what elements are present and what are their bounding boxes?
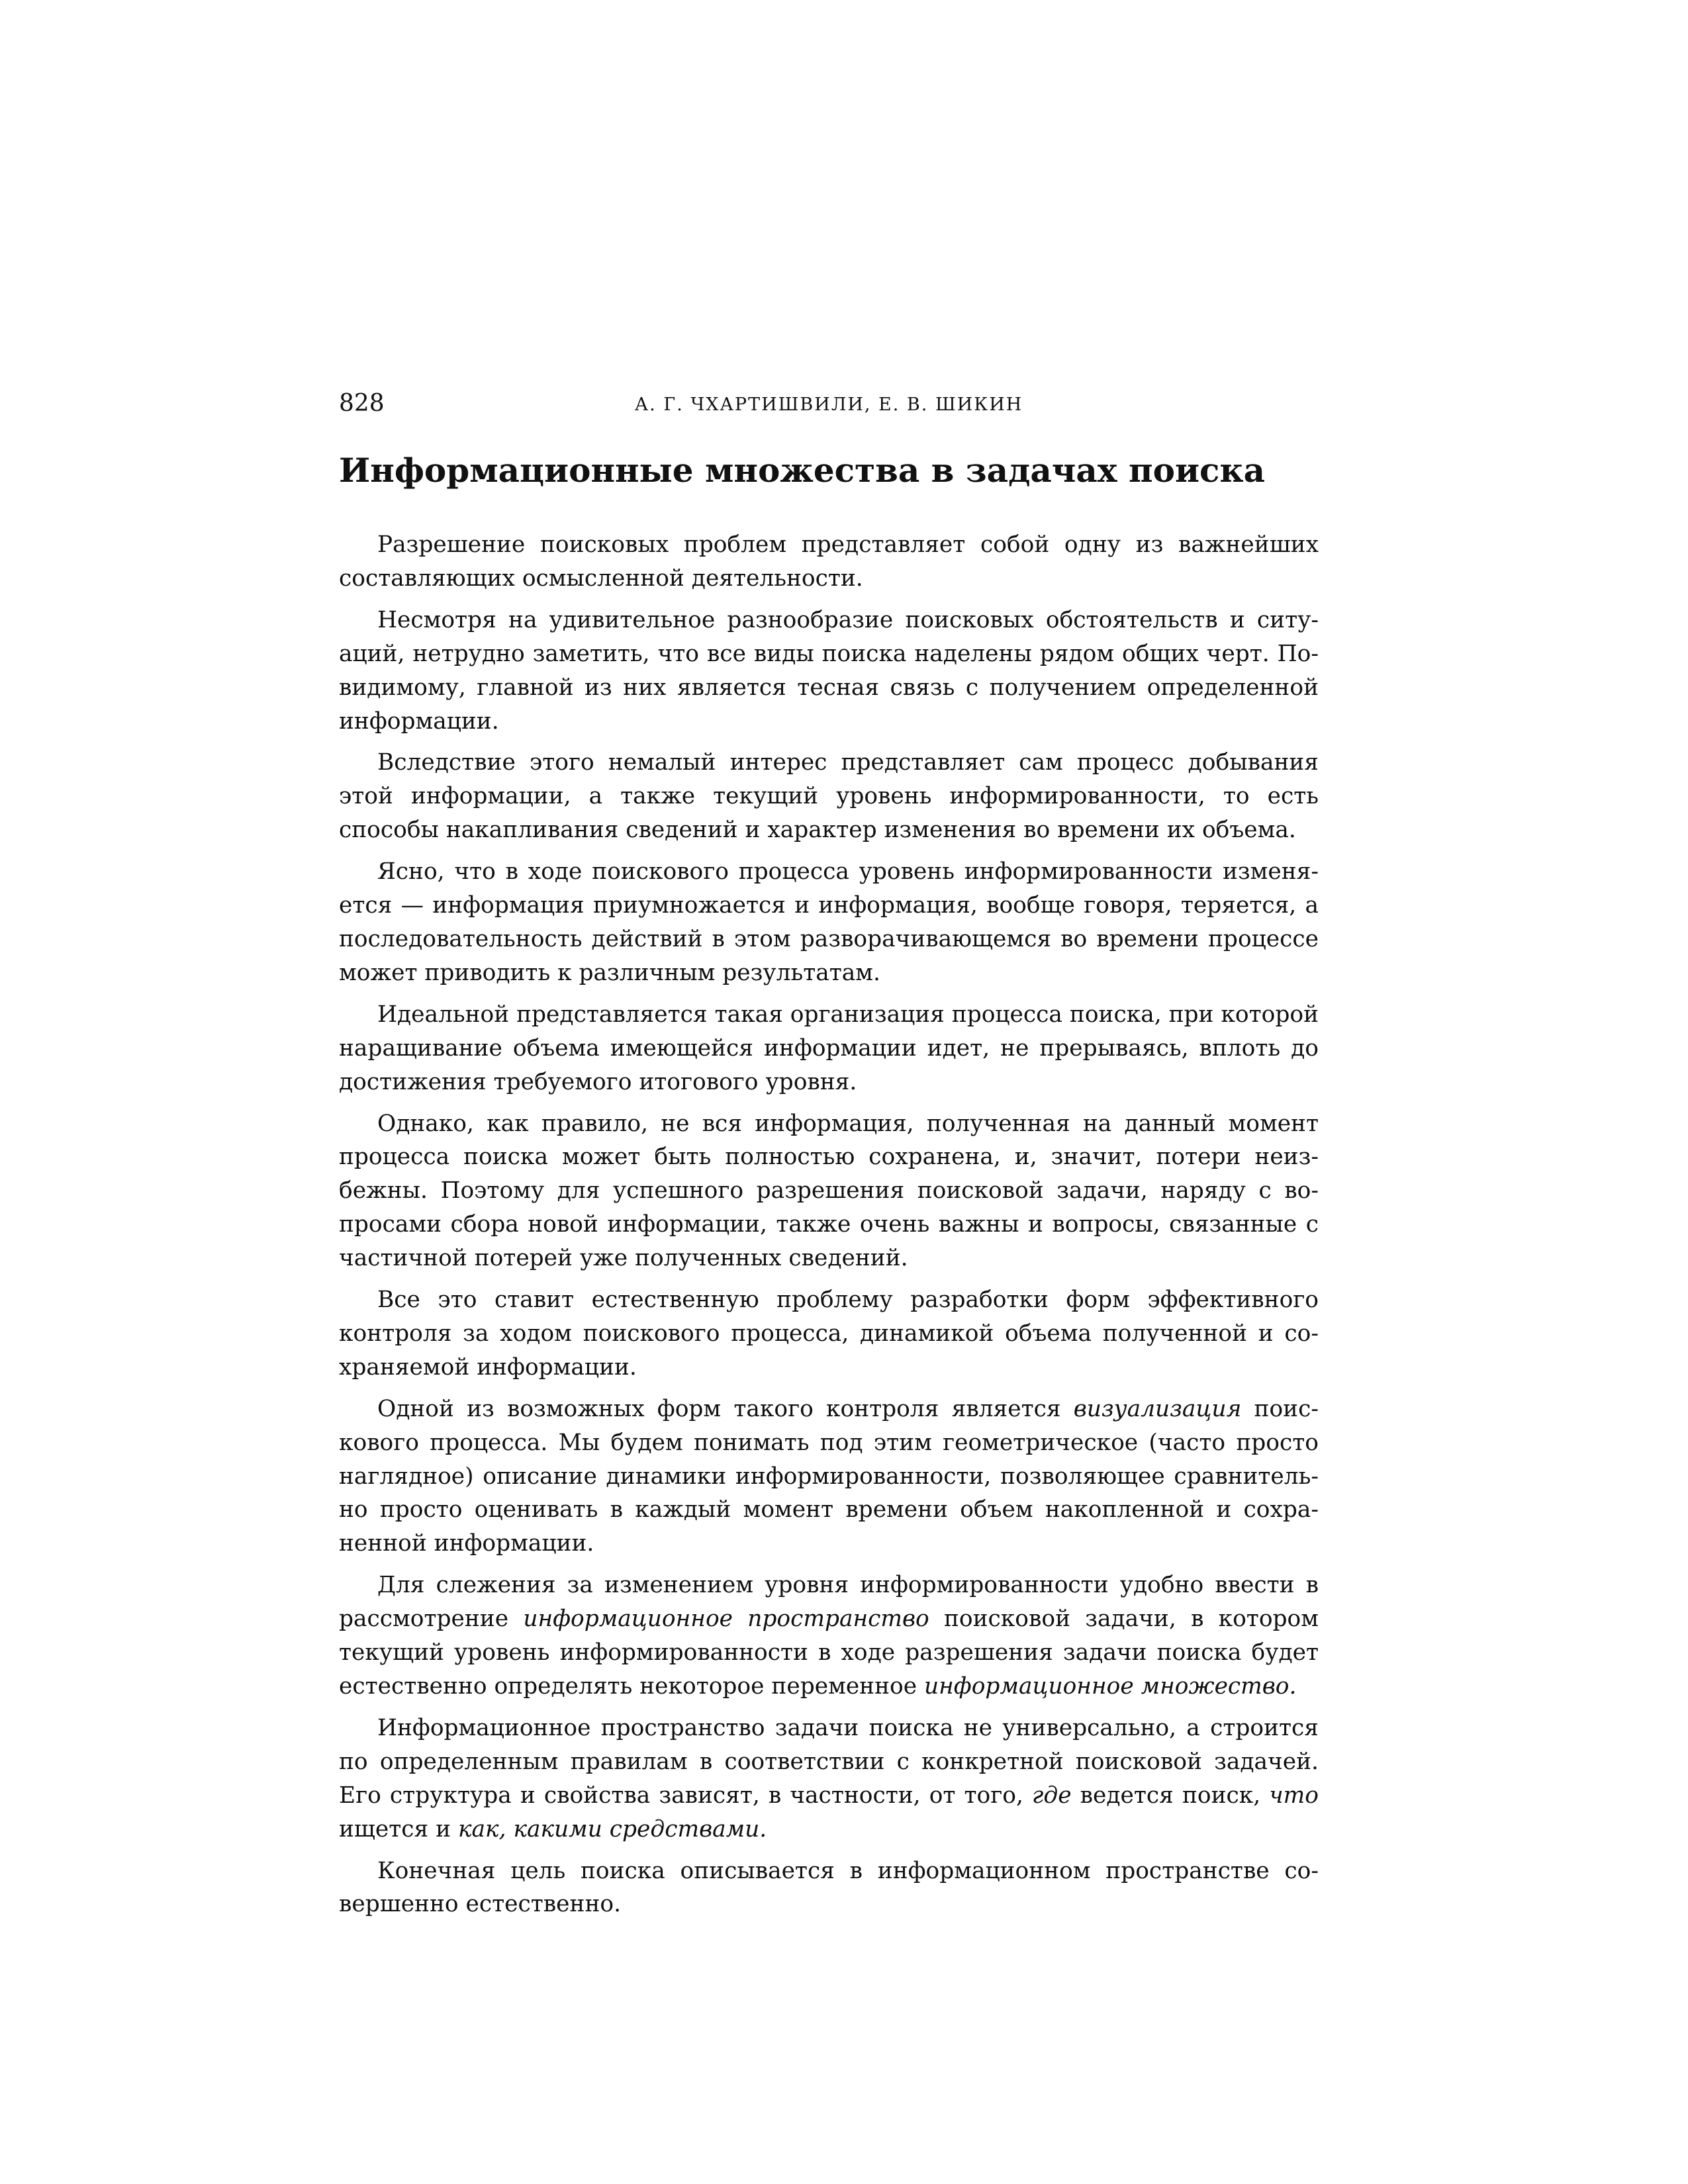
text-run: поискового процесса. Мы будем понимать под этим геометрическое (часто просто наглядное) описание динамики информированности, позволяющее сравнительно просто оценивать в каждый момент времени объем накопленной и сохраненной информации. — [339, 1395, 1319, 1557]
paragraph-11 — [339, 1854, 1319, 1922]
paragraph-9 — [339, 1569, 1319, 1704]
text-run: Идеальной представляется такая организация процесса поиска, при которой наращивание объема имеющейся информации идет, не прерываясь, вплоть до достижения требуемого итогового уровня. — [339, 1001, 1319, 1095]
text-run: ищется и — [339, 1815, 459, 1843]
paragraph-4 — [339, 855, 1319, 990]
text-run: Для слежения за изменением уровня информированности удобно ввести в рассмотрение — [339, 1572, 1319, 1633]
italic-term: информационное множество. — [924, 1673, 1297, 1700]
italic-term: что — [1269, 1782, 1319, 1809]
text-run: Разрешение поисковых проблем представляет собой одну из важнейших составляющих осмысленной деятельности. — [339, 531, 1319, 592]
italic-term: информационное пространство — [523, 1606, 929, 1633]
paragraph-1 — [339, 528, 1319, 596]
running-head — [339, 385, 1319, 422]
paragraph-2 — [339, 604, 1319, 739]
article-title: Информационные множества в задачах поиска — [339, 451, 1265, 490]
text-run: ведется поиск, — [1071, 1782, 1270, 1809]
paragraph-7 — [339, 1283, 1319, 1385]
text-run: поисковой задачи, в котором текущий уровень информированности в ходе разрешения задачи поиска будет естественно определять некоторое переменное — [339, 1606, 1319, 1700]
paragraph-6 — [339, 1107, 1319, 1276]
text-run: Все это ставит естественную проблему разработки форм эффективного контроля за ходом поискового процесса, динамикой объема полученной и сохраняемой информации. — [339, 1287, 1319, 1381]
text-run: Конечная цель поиска описывается в информационном пространстве совершенно естественно. — [339, 1857, 1319, 1918]
paragraph-10 — [339, 1711, 1319, 1846]
text-run: Информационное пространство задачи поиска не универсально, а строится по определенным правилам в соответствии с конкретной поисковой задачей. Его структура и свойства зависят, в частности, от того, — [339, 1714, 1319, 1809]
text-run: Вследствие этого немалый интерес представляет сам процесс добывания этой информации, а также текущий уровень информированности, то есть способы накапливания сведений и характер изменения во времени их объема. — [339, 749, 1319, 844]
italic-term: как, какими средствами. — [458, 1815, 767, 1843]
running-head-authors: А. Г. ЧХАРТИШВИЛИ, Е. В. ШИКИН — [634, 394, 1023, 415]
text-run: Однако, как правило, не вся информация, полученная на данный момент процесса поиска может быть полностью сохранена, и, значит, потери неизбежны. Поэтому для успешного разрешения поисковой задачи, наряду с вопросами сбора новой информации, также очень важны и вопросы, связанные с частичной потерей уже полученных сведений. — [339, 1110, 1319, 1272]
article-body — [339, 528, 1319, 1929]
paragraph-5 — [339, 998, 1319, 1099]
italic-term: где — [1032, 1782, 1072, 1809]
text-run: Ясно, что в ходе поискового процесса уровень информированности изменяется — информация приумножается и информация, вообще говоря, теряется, а последовательность действий в этом разворачивающемся во времени процессе может приводить к различным результатам. — [339, 858, 1319, 986]
text-run: Несмотря на удивительное разнообразие поисковых обстоятельств и ситуаций, нетрудно заметить, что все виды поиска наделены рядом общих черт. По-видимому, главной из них является тесная связь с получением определенной информации. — [339, 606, 1319, 735]
paragraph-3 — [339, 746, 1319, 847]
italic-term: визуализация — [1073, 1395, 1242, 1422]
paragraph-8 — [339, 1392, 1319, 1561]
text-run: Одной из возможных форм такого контроля является — [377, 1395, 1074, 1422]
page-number: 828 — [339, 390, 385, 417]
